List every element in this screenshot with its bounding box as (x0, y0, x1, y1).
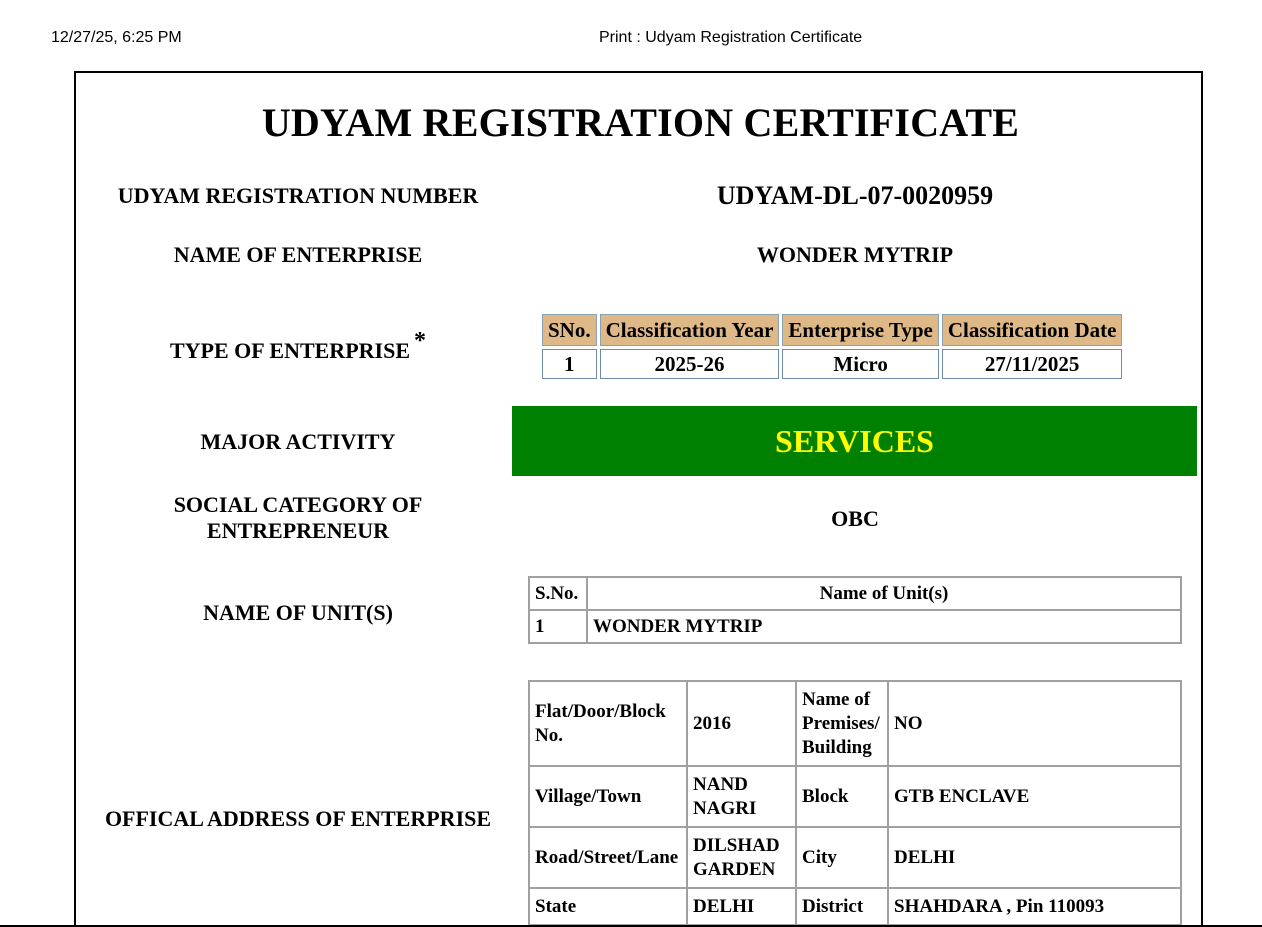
registration-number-label: UDYAM REGISTRATION NUMBER (117, 183, 479, 208)
classification-header-row (542, 314, 1122, 346)
premises-value: NO (888, 681, 1181, 766)
road-label: Road/Street/Lane (529, 827, 687, 888)
district-value: SHAHDARA , Pin 110093 (888, 888, 1181, 925)
flat-value: 2016 (687, 681, 796, 766)
social-category-label-line1: SOCIAL CATEGORY OF (173, 492, 423, 517)
classification-table (539, 311, 1125, 382)
classification-year: 2025-26 (600, 349, 780, 379)
state-value: DELHI (687, 888, 796, 925)
units-header-sno: S.No. (529, 577, 587, 610)
unit-names-label: NAME OF UNIT(S) (203, 600, 393, 625)
print-header (0, 29, 1262, 49)
units-table (528, 576, 1182, 644)
state-label: State (529, 888, 687, 925)
print-datetime: 12/27/25, 6:25 PM (51, 29, 182, 46)
village-label: Village/Town (529, 766, 687, 827)
classification-header-year: Classification Year (600, 314, 780, 346)
units-header-row (529, 577, 1181, 610)
city-label: City (796, 827, 888, 888)
block-label: Block (796, 766, 888, 827)
road-value: DILSHAD GARDEN (687, 827, 796, 888)
classification-sno: 1 (542, 349, 597, 379)
table-row (529, 681, 1181, 766)
certificate-frame (74, 71, 1203, 927)
registration-number-value: UDYAM-DL-07-0020959 (716, 181, 994, 210)
major-activity-label: MAJOR ACTIVITY (200, 429, 396, 454)
classification-header-date: Classification Date (942, 314, 1123, 346)
district-label: District (796, 888, 888, 925)
social-category-value: OBC (831, 506, 879, 531)
table-row (529, 610, 1181, 643)
units-header-name: Name of Unit(s) (587, 577, 1181, 610)
classification-date: 27/11/2025 (942, 349, 1123, 379)
enterprise-name-label: NAME OF ENTERPRISE (173, 242, 423, 267)
classification-header-type: Enterprise Type (782, 314, 938, 346)
enterprise-type-label (76, 328, 520, 365)
premises-label: Name of Premises/ Building (796, 681, 888, 766)
classification-header-sno: SNo. (542, 314, 597, 346)
city-value: DELHI (888, 827, 1181, 888)
footnote-asterisk: * (414, 328, 426, 354)
table-row (529, 888, 1181, 925)
print-page-title: Print : Udyam Registration Certificate (599, 29, 863, 46)
official-address-label: OFFICAL ADDRESS OF ENTERPRISE (104, 806, 492, 831)
address-table (528, 680, 1182, 927)
flat-label: Flat/Door/Block No. (529, 681, 687, 766)
major-activity-value: SERVICES (512, 406, 1197, 476)
village-value: NAND NAGRI (687, 766, 796, 827)
certificate-title: UDYAM REGISTRATION CERTIFICATE (261, 100, 1020, 145)
social-category-label-line2: ENTREPRENEUR (206, 518, 390, 543)
table-row (529, 766, 1181, 827)
unit-name: WONDER MYTRIP (587, 610, 1181, 643)
social-category-label (76, 492, 520, 544)
block-value: GTB ENCLAVE (888, 766, 1181, 827)
enterprise-name-value: WONDER MYTRIP (756, 242, 954, 267)
enterprise-type-label-text: TYPE OF ENTERPRISE (169, 338, 410, 363)
unit-sno: 1 (529, 610, 587, 643)
table-row (529, 827, 1181, 888)
classification-row (542, 349, 1122, 379)
classification-enterprise-type: Micro (782, 349, 938, 379)
